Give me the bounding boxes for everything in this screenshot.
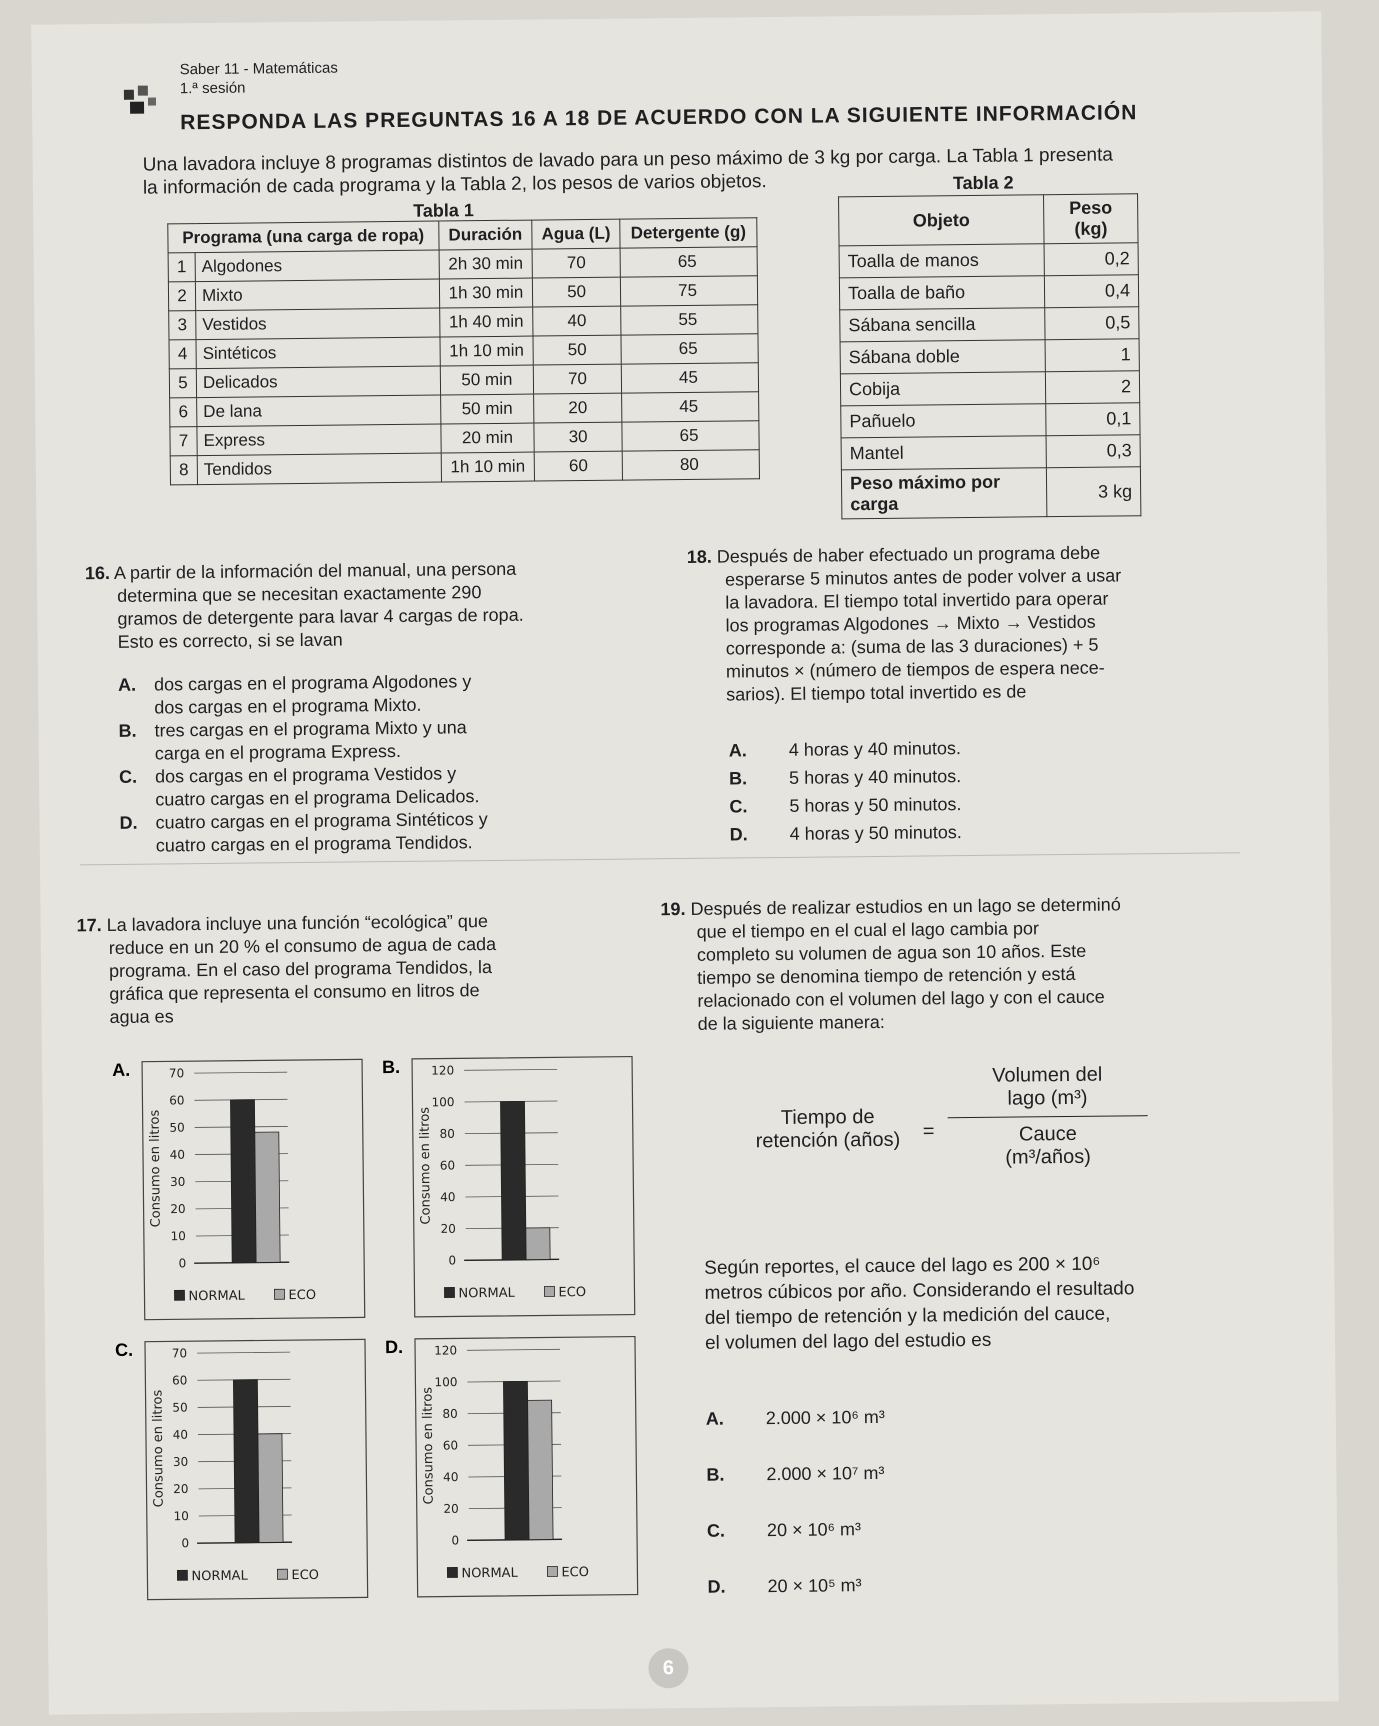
tick-label: 50 [169,1120,185,1135]
table2-cell: Peso máximo por carga [841,468,1047,519]
q18-line: la lavadora. El tiempo total invertido para operar [725,588,1109,613]
t1-header-detergent: Detergente (g) [620,218,757,248]
session-label: 1.ª sesión [179,79,246,98]
table1-cell: Algodones [195,250,439,282]
tick-label: 0 [451,1533,460,1548]
legend-label: ECO [288,1287,317,1304]
option-text: 20 × 10⁵ m³ [767,1575,862,1597]
table1-cell: 1h 30 min [439,278,533,308]
option-text: 5 horas y 40 minutos. [789,766,962,788]
legend-label: ECO [561,1565,590,1581]
formula-lhs-2: retención (años) [755,1128,901,1153]
formula-fraction [947,1063,1148,1170]
table2-cell: Sábana doble [840,340,1045,374]
table1-cell: 30 [534,422,622,452]
table-1 [167,217,760,485]
table1-cell: 50 min [440,394,534,424]
tick-label: 60 [169,1093,185,1108]
chart-letter: D. [384,1336,404,1358]
table1-cell: 8 [170,456,197,485]
option-text: 20 × 10⁶ m³ [766,1519,862,1541]
q17-line: agua es [109,1006,174,1028]
tick-label: 100 [431,1095,455,1110]
tick-label: 10 [173,1509,189,1524]
table2-row [841,403,1140,438]
tick-label: 120 [431,1063,455,1078]
option-letter: A. [705,1408,724,1429]
q16-line: determina que se necesitan exactamente 290 [117,582,482,606]
table2-row [840,339,1139,374]
chart-b [382,1049,635,1327]
q19-option[interactable] [707,1516,1107,1543]
formula-lhs-1: Tiempo de [780,1106,875,1130]
option-text: 2.000 × 10⁶ m³ [765,1406,885,1429]
table1-cell: Express [197,424,441,456]
table1-cell: 5 [169,369,196,398]
legend-swatch [174,1290,184,1300]
formula-equals: = [922,1120,935,1143]
table2-cell: Cobija [840,372,1045,406]
table1-cell: 50 [533,335,621,365]
intro-line-2: la información de cada programa y la Tabla 2, los pesos de varios objetos. [142,171,767,199]
table1-cell: 65 [620,247,757,277]
tick-label: 100 [434,1375,458,1390]
q19-after-line: metros cúbicos por año. Considerando el resultado [704,1278,1135,1304]
t1-header-program: Programa (una carga de ropa) [168,221,439,253]
legend-swatch [277,1569,287,1579]
legend-label: NORMAL [191,1568,248,1585]
q16-option[interactable] [119,806,639,857]
option-text: dos cargas en el programa Mixto. [154,694,422,718]
formula-num-2: lago (m³) [1007,1086,1088,1110]
q18-line: corresponde a: (suma de las 3 duraciones) + 5 [725,634,1099,659]
gridline [194,1072,287,1073]
legend-swatch [447,1567,457,1577]
q19-after-line: el volumen del lago del estudio es [704,1329,992,1354]
table1-cell: 50 min [440,365,534,395]
tick-label: 0 [181,1536,190,1551]
q16-line: A partir de la información del manual, una persona [113,558,517,583]
q16-line: Esto es correcto, si se lavan [117,629,343,652]
table1-cell: 40 [533,306,621,336]
intro-line-1: Una lavadora incluye 8 programas distintos de lavado para un peso máximo de 3 kg por carga. La Tabla 1 presenta [142,144,1114,176]
q16-options [118,668,640,857]
table1-cell: 45 [621,392,758,422]
option-text: cuatro cargas en el programa Tendidos. [155,832,473,856]
option-text: cuatro cargas en el programa Sintéticos y [155,809,488,833]
option-letter: D. [729,824,748,845]
q17-line: programa. En el caso del programa Tendidos, la [108,957,493,982]
table2-cell: 3 kg [1047,467,1141,517]
fraction-bar [948,1115,1148,1118]
q18-option[interactable] [729,735,1129,762]
q19-line: tiempo se denomina tiempo de retención y está [697,963,1076,988]
y-axis-label: Consumo en litros [417,1106,434,1225]
tick-label: 0 [178,1256,187,1271]
option-letter: D. [119,812,138,833]
legend-label: NORMAL [458,1285,515,1302]
table1-row [170,450,759,485]
table2-cell: 0,4 [1045,275,1139,308]
tick-label: 70 [168,1066,185,1081]
q18-option[interactable] [729,791,1129,818]
bar-eco [526,1228,550,1260]
q18-line: sarios). El tiempo total invertido es de [726,681,1027,705]
option-letter: B. [729,768,748,789]
table1-cell: 50 [533,277,621,307]
table2-cell: Pañuelo [841,404,1046,438]
formula-den-1: Cauce [1018,1122,1077,1146]
legend-swatch [547,1566,557,1576]
gridline [197,1352,290,1353]
q18-line: Después de haber efectuado un programa debe [716,542,1101,567]
bar-normal [500,1101,526,1260]
bar-normal [233,1380,259,1543]
option-letter: C. [729,796,748,817]
chart-letter: A. [112,1059,131,1081]
q19-option[interactable] [706,1404,1106,1431]
option-letter: D. [707,1576,726,1597]
table1-cell: Delicados [196,366,440,398]
option-text: tres cargas en el programa Mixto y una [154,717,467,741]
subject-label: Saber 11 - Matemáticas [179,59,338,79]
chart-letter: B. [382,1056,401,1078]
tick-label: 20 [170,1201,186,1217]
table1-cell: Vestidos [196,308,440,340]
tick-label: 120 [434,1343,458,1358]
table1-cell: 3 [169,311,196,340]
table1-cell: 55 [621,305,758,335]
bar-chart [115,1331,368,1604]
q19-after-line: Según reportes, el cauce del lago es 200 × 10⁶ [704,1253,1101,1279]
option-text: 5 horas y 50 minutos. [789,794,962,816]
question-17 [77,909,638,1030]
bar-normal [230,1100,256,1263]
q19-line: relacionado con el volumen del lago y con el cauce [697,986,1105,1011]
q19-after-line: del tiempo de retención y la medición del cauce, [704,1303,1111,1329]
bar-normal [503,1381,529,1540]
table1-cell: 75 [620,276,757,306]
y-axis-label: Consumo en litros [147,1109,164,1228]
tick-label: 40 [443,1470,459,1485]
formula-lhs [743,1106,913,1154]
tick-label: 40 [440,1190,456,1205]
chart-c [115,1331,368,1609]
q18-line: minutos × (número de tiempos de espera nece- [725,657,1105,682]
table2-row [840,307,1139,342]
table2-cell: 0,5 [1045,307,1139,340]
option-letter: C. [118,766,138,787]
option-letter: B. [706,1464,725,1485]
table2-cell: 2 [1046,371,1140,404]
tick-label: 50 [172,1400,188,1415]
table2-cell: 0,3 [1046,435,1140,468]
table1-cell: 45 [621,363,758,393]
tick-label: 60 [172,1373,188,1388]
q18-number: 18. [686,546,712,567]
table1-cell: 20 [534,393,622,423]
option-text: dos cargas en el programa Algodones y [153,671,472,695]
tick-label: 30 [172,1454,189,1469]
q17-line: reduce en un 20 % el consumo de agua de cada [108,933,497,959]
table1-cell: De lana [197,395,441,427]
t1-header-duration: Duración [438,220,532,250]
question-16 [85,557,626,655]
tick-label: 40 [169,1147,186,1162]
q16-number: 16. [84,563,111,584]
bar-eco [255,1132,280,1263]
q18-line: esperarse 5 minutos antes de poder volver a usar [724,565,1122,590]
page-number: 6 [648,1648,688,1688]
table2-row [840,371,1139,406]
table1-cell: 20 min [440,423,534,453]
y-axis-label: Consumo en litros [420,1386,437,1505]
table1-cell: 4 [169,340,196,369]
q16-option[interactable] [118,714,638,765]
table2-row [839,275,1138,310]
q19-line: de la siguiente manera: [697,1011,885,1034]
y-axis-label: Consumo en litros [150,1389,167,1508]
q18-option[interactable] [730,819,1130,846]
tick-label: 80 [442,1406,458,1421]
table1-cell: 65 [622,421,759,451]
table2-cell: Sábana sencilla [840,308,1045,342]
q18-line: los programas Algodones → Mixto → Vestidos [725,611,1096,636]
tick-label: 60 [439,1158,456,1173]
table1-cell: 2 [168,282,195,311]
table1-cell: Sintéticos [196,337,440,369]
t2-header-object: Objeto [839,195,1045,246]
q19-line: completo su volumen de agua son 10 años. Este [696,940,1087,965]
option-text: carga en el programa Express. [154,740,402,764]
q19-after [704,1250,1245,1356]
option-letter: A. [728,740,747,761]
legend-label: NORMAL [188,1288,245,1305]
table1-cell: 60 [534,451,622,481]
q18-options [729,735,1130,851]
bar-eco [258,1434,283,1543]
chart-letter: C. [114,1339,134,1360]
table1-cell: 1h 40 min [439,307,533,337]
q19-option[interactable] [706,1460,1106,1487]
table2-caption: Tabla 2 [952,172,1014,194]
question-18 [687,541,1209,707]
option-text: 2.000 × 10⁷ m³ [766,1462,885,1485]
q19-line: que el tiempo en el cual el lago cambia por [696,918,1040,942]
tick-label: 20 [173,1481,189,1497]
icfes-logo-icon [122,81,162,117]
table1-cell: Mixto [195,279,439,311]
q19-line: Después de realizar estudios en un lago se determinó [690,894,1121,919]
gridline [467,1349,560,1350]
chart-d [385,1329,638,1607]
tick-label: 60 [442,1438,459,1453]
tick-label: 20 [440,1221,456,1236]
question-19 [660,892,1241,1036]
q16-line: gramos de detergente para lavar 4 cargas de ropa. [117,604,524,629]
tick-label: 0 [448,1253,457,1268]
table1-cell: 7 [170,427,197,456]
q17-line: gráfica que representa el consumo en litros de [109,980,480,1005]
formula-num-1: Volumen del [992,1063,1103,1087]
table2-row [841,467,1140,519]
option-letter: B. [118,720,137,741]
table1-cell: 70 [532,248,620,278]
table2-row [839,243,1138,278]
q17-line: La lavadora incluye una función “ecológica” que [106,911,489,936]
q19-option[interactable] [707,1572,1107,1599]
table1-cell: 65 [621,334,758,364]
formula-den-2: (m³/años) [1005,1145,1091,1169]
table2-cell: Toalla de baño [839,276,1044,310]
table-2 [838,193,1141,519]
option-text: 4 horas y 50 minutos. [789,822,962,844]
table1-cell: 2h 30 min [439,249,533,279]
q17-number: 17. [76,915,102,936]
table1-caption: Tabla 1 [413,200,474,221]
q19-number: 19. [660,898,686,920]
bar-eco [528,1400,553,1540]
tick-label: 20 [443,1501,459,1516]
table1-cell: 1h 10 min [441,452,535,482]
legend-swatch [444,1287,454,1297]
tick-label: 10 [170,1229,186,1244]
table1-cell: 1 [168,253,195,282]
t1-header-water: Agua (L) [532,219,620,249]
option-text: 4 horas y 40 minutos. [788,738,962,760]
table1-cell: 80 [622,450,759,480]
option-text: cuatro cargas en el programa Delicados. [155,786,480,810]
bar-chart [385,1329,638,1602]
option-text: dos cargas en el programa Vestidos y [154,763,457,787]
tick-label: 30 [169,1174,186,1189]
t2-header-weight: Peso (kg) [1044,194,1138,244]
legend-swatch [177,1570,187,1580]
tick-label: 70 [171,1346,188,1361]
bar-chart [382,1049,635,1322]
gridline [464,1069,557,1070]
table2-cell: 0,1 [1046,403,1140,436]
option-letter: C. [706,1520,726,1541]
table2-cell: Toalla de manos [839,244,1044,278]
table1-cell: 70 [534,364,622,394]
q16-option[interactable] [118,668,638,719]
table1-cell: 6 [170,398,197,427]
legend-label: ECO [291,1567,320,1584]
chart-a [112,1051,365,1329]
table2-cell: 1 [1045,339,1139,372]
table1-cell: Tendidos [197,453,441,485]
option-letter: A. [117,674,137,695]
legend-label: ECO [558,1285,587,1301]
legend-swatch [274,1289,284,1299]
table2-cell: Mantel [841,436,1046,470]
legend-swatch [544,1286,554,1296]
tick-label: 80 [439,1126,455,1141]
bar-chart [112,1051,365,1324]
q19-options [706,1404,1108,1632]
table2-row [841,435,1140,470]
table1-cell: 1h 10 min [440,336,534,366]
q16-option[interactable] [119,760,639,811]
q18-option[interactable] [729,763,1129,790]
section-instruction: RESPONDA LAS PREGUNTAS 16 A 18 DE ACUERDO CON LA SIGUIENTE INFORMACIÓN [180,101,1138,135]
table2-cell: 0,2 [1044,243,1138,276]
exam-page [31,11,1339,1714]
tick-label: 40 [172,1427,189,1442]
legend-label: NORMAL [461,1565,518,1582]
